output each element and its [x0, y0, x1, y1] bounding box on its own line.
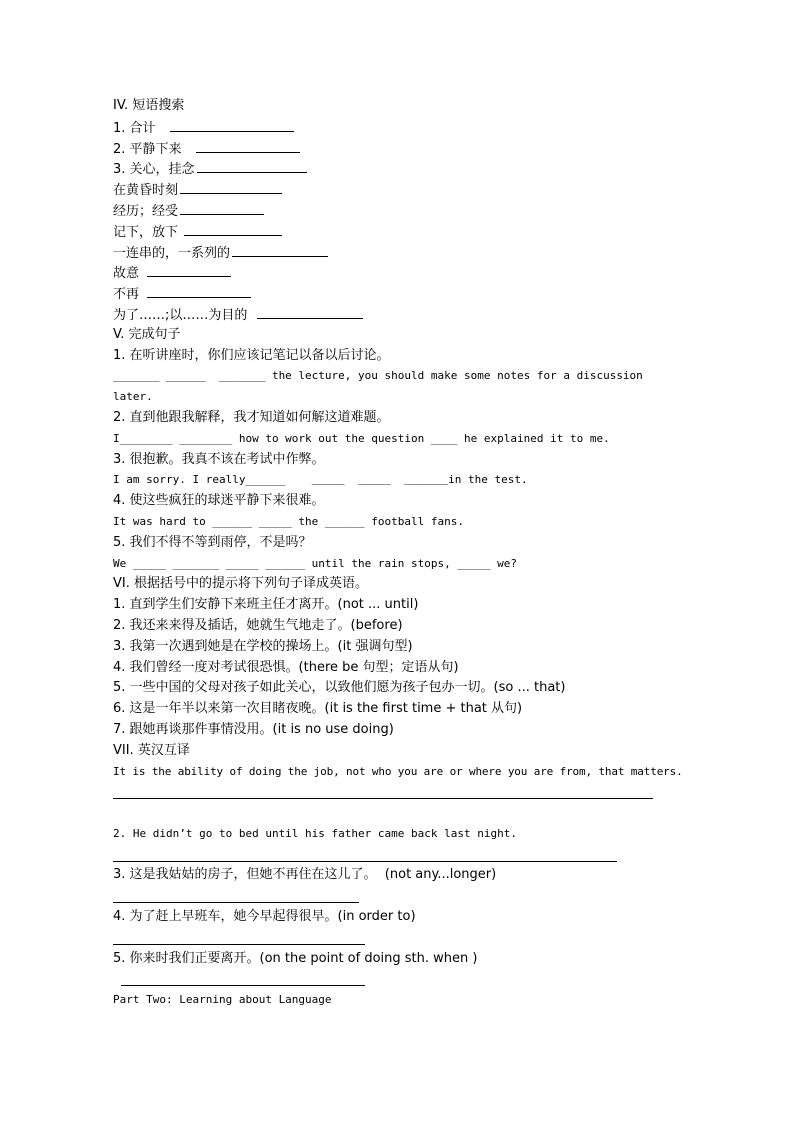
answer-blank[interactable]	[147, 262, 231, 277]
answer-blank[interactable]	[170, 117, 294, 132]
phrase-item: 一连串的，一系列的	[113, 242, 713, 263]
sentence-cn: 1. 在听讲座时，你们应该记笔记以备以后讨论。	[113, 347, 390, 363]
sentence-cn: 3. 这是我姑姑的房子，但她不再住在这儿了。 (not any...longer)	[113, 867, 497, 883]
answer-line-row	[113, 928, 713, 949]
answer-blank[interactable]	[180, 179, 282, 194]
answer-blank[interactable]	[257, 304, 363, 319]
sentence-en[interactable]: _______ ______ _______ the lecture, you should make some notes for a discussion	[113, 369, 643, 383]
sentence-cn: 4. 为了赶上早班车，她今早起得很早。(in order to)	[113, 909, 416, 925]
section-vi-heading: VI. 根据括号中的提示将下列句子译成英语。	[113, 576, 368, 592]
answer-line[interactable]	[113, 782, 653, 799]
sentence-cn: 4. 使这些疯狂的球迷平静下来很难。	[113, 493, 325, 509]
sentence-cn: 5. 你来时我们正要离开。(on the point of doing sth. when )	[113, 950, 478, 966]
answer-blank[interactable]	[184, 221, 282, 236]
translation-item: 3. 我第一次遇到她是在学校的操场上。(it 强调句型)	[113, 638, 413, 654]
answer-blank[interactable]	[196, 138, 300, 153]
phrase-item: 1. 合计	[113, 117, 713, 138]
phrase-item: 2. 平静下来	[113, 138, 713, 159]
section-iv-heading: IV. 短语搜索	[113, 98, 185, 113]
answer-line[interactable]	[121, 969, 365, 986]
sentence-cn: 5. 我们不得不等到雨停，不是吗？	[113, 534, 312, 550]
sentence-en[interactable]: I________ ________ how to work out the question ____ he explained it to me.	[113, 431, 610, 445]
phrase-item: 记下，放下	[113, 221, 713, 242]
sentence-en[interactable]: I am sorry. I really______ ＿＿＿ ＿＿＿ ＿＿＿＿in the test.	[113, 473, 528, 487]
phrase-item: 为了……;以……为目的	[113, 304, 713, 325]
answer-line-row	[113, 782, 713, 803]
sentence-cn: 2. 直到他跟我解释，我才知道如何解这道难题。	[113, 409, 390, 425]
answer-blank[interactable]	[232, 242, 328, 257]
spacer	[113, 803, 713, 824]
answer-blank[interactable]	[147, 283, 251, 298]
phrase-item: 不再	[113, 283, 713, 304]
answer-line[interactable]	[113, 845, 617, 862]
sentence-en[interactable]: We _____ _______ _____ ______ until the rain stops, _____ we?	[113, 556, 517, 570]
sentence-en: It is the ability of doing the job, not who you are or where you are from, that matters.	[113, 764, 683, 778]
sentence-en[interactable]: It was hard to ______ _____ the ______ football fans.	[113, 514, 464, 528]
sentence-en: later.	[113, 390, 153, 404]
translation-item: 7. 跟她再谈那件事情没用。(it is no use doing)	[113, 721, 394, 737]
worksheet	[113, 96, 713, 1011]
answer-line[interactable]	[113, 886, 359, 903]
section-vii-heading: VII. 英汉互译	[113, 742, 190, 758]
translation-item: 5. 一些中国的父母对孩子如此关心，以致他们愿为孩子包办一切。(so ... that)	[113, 680, 566, 696]
answer-line-row	[113, 886, 713, 907]
phrase-item: 经历；经受	[113, 200, 713, 221]
section-v-heading: V. 完成句子	[113, 326, 181, 342]
phrase-item: 在黄昏时刻	[113, 179, 713, 200]
answer-line-row	[113, 969, 713, 990]
phrase-item: 故意	[113, 262, 713, 283]
sentence-en: 2. He didn’t go to bed until his father came back last night.	[113, 826, 517, 840]
answer-blank[interactable]	[180, 200, 264, 215]
translation-item: 4. 我们曾经一度对考试很恐惧。(there be 句型；定语从句)	[113, 659, 459, 675]
sentence-cn: 3. 很抱歉。我真不该在考试中作弊。	[113, 451, 325, 467]
answer-blank[interactable]	[197, 158, 307, 173]
phrase-item: 3. 关心，挂念	[113, 158, 713, 179]
answer-line-row	[113, 845, 713, 866]
part-two-heading: Part Two: Learning about Language	[113, 993, 332, 1007]
translation-item: 2. 我还来来得及插话，她就生气地走了。(before)	[113, 617, 403, 633]
translation-item: 6. 这是一年半以来第一次目睹夜晚。(it is the first time + that 从句)	[113, 701, 523, 717]
answer-line[interactable]	[113, 928, 365, 945]
translation-item: 1. 直到学生们安静下来班主任才离开。(not ... until)	[113, 597, 419, 613]
